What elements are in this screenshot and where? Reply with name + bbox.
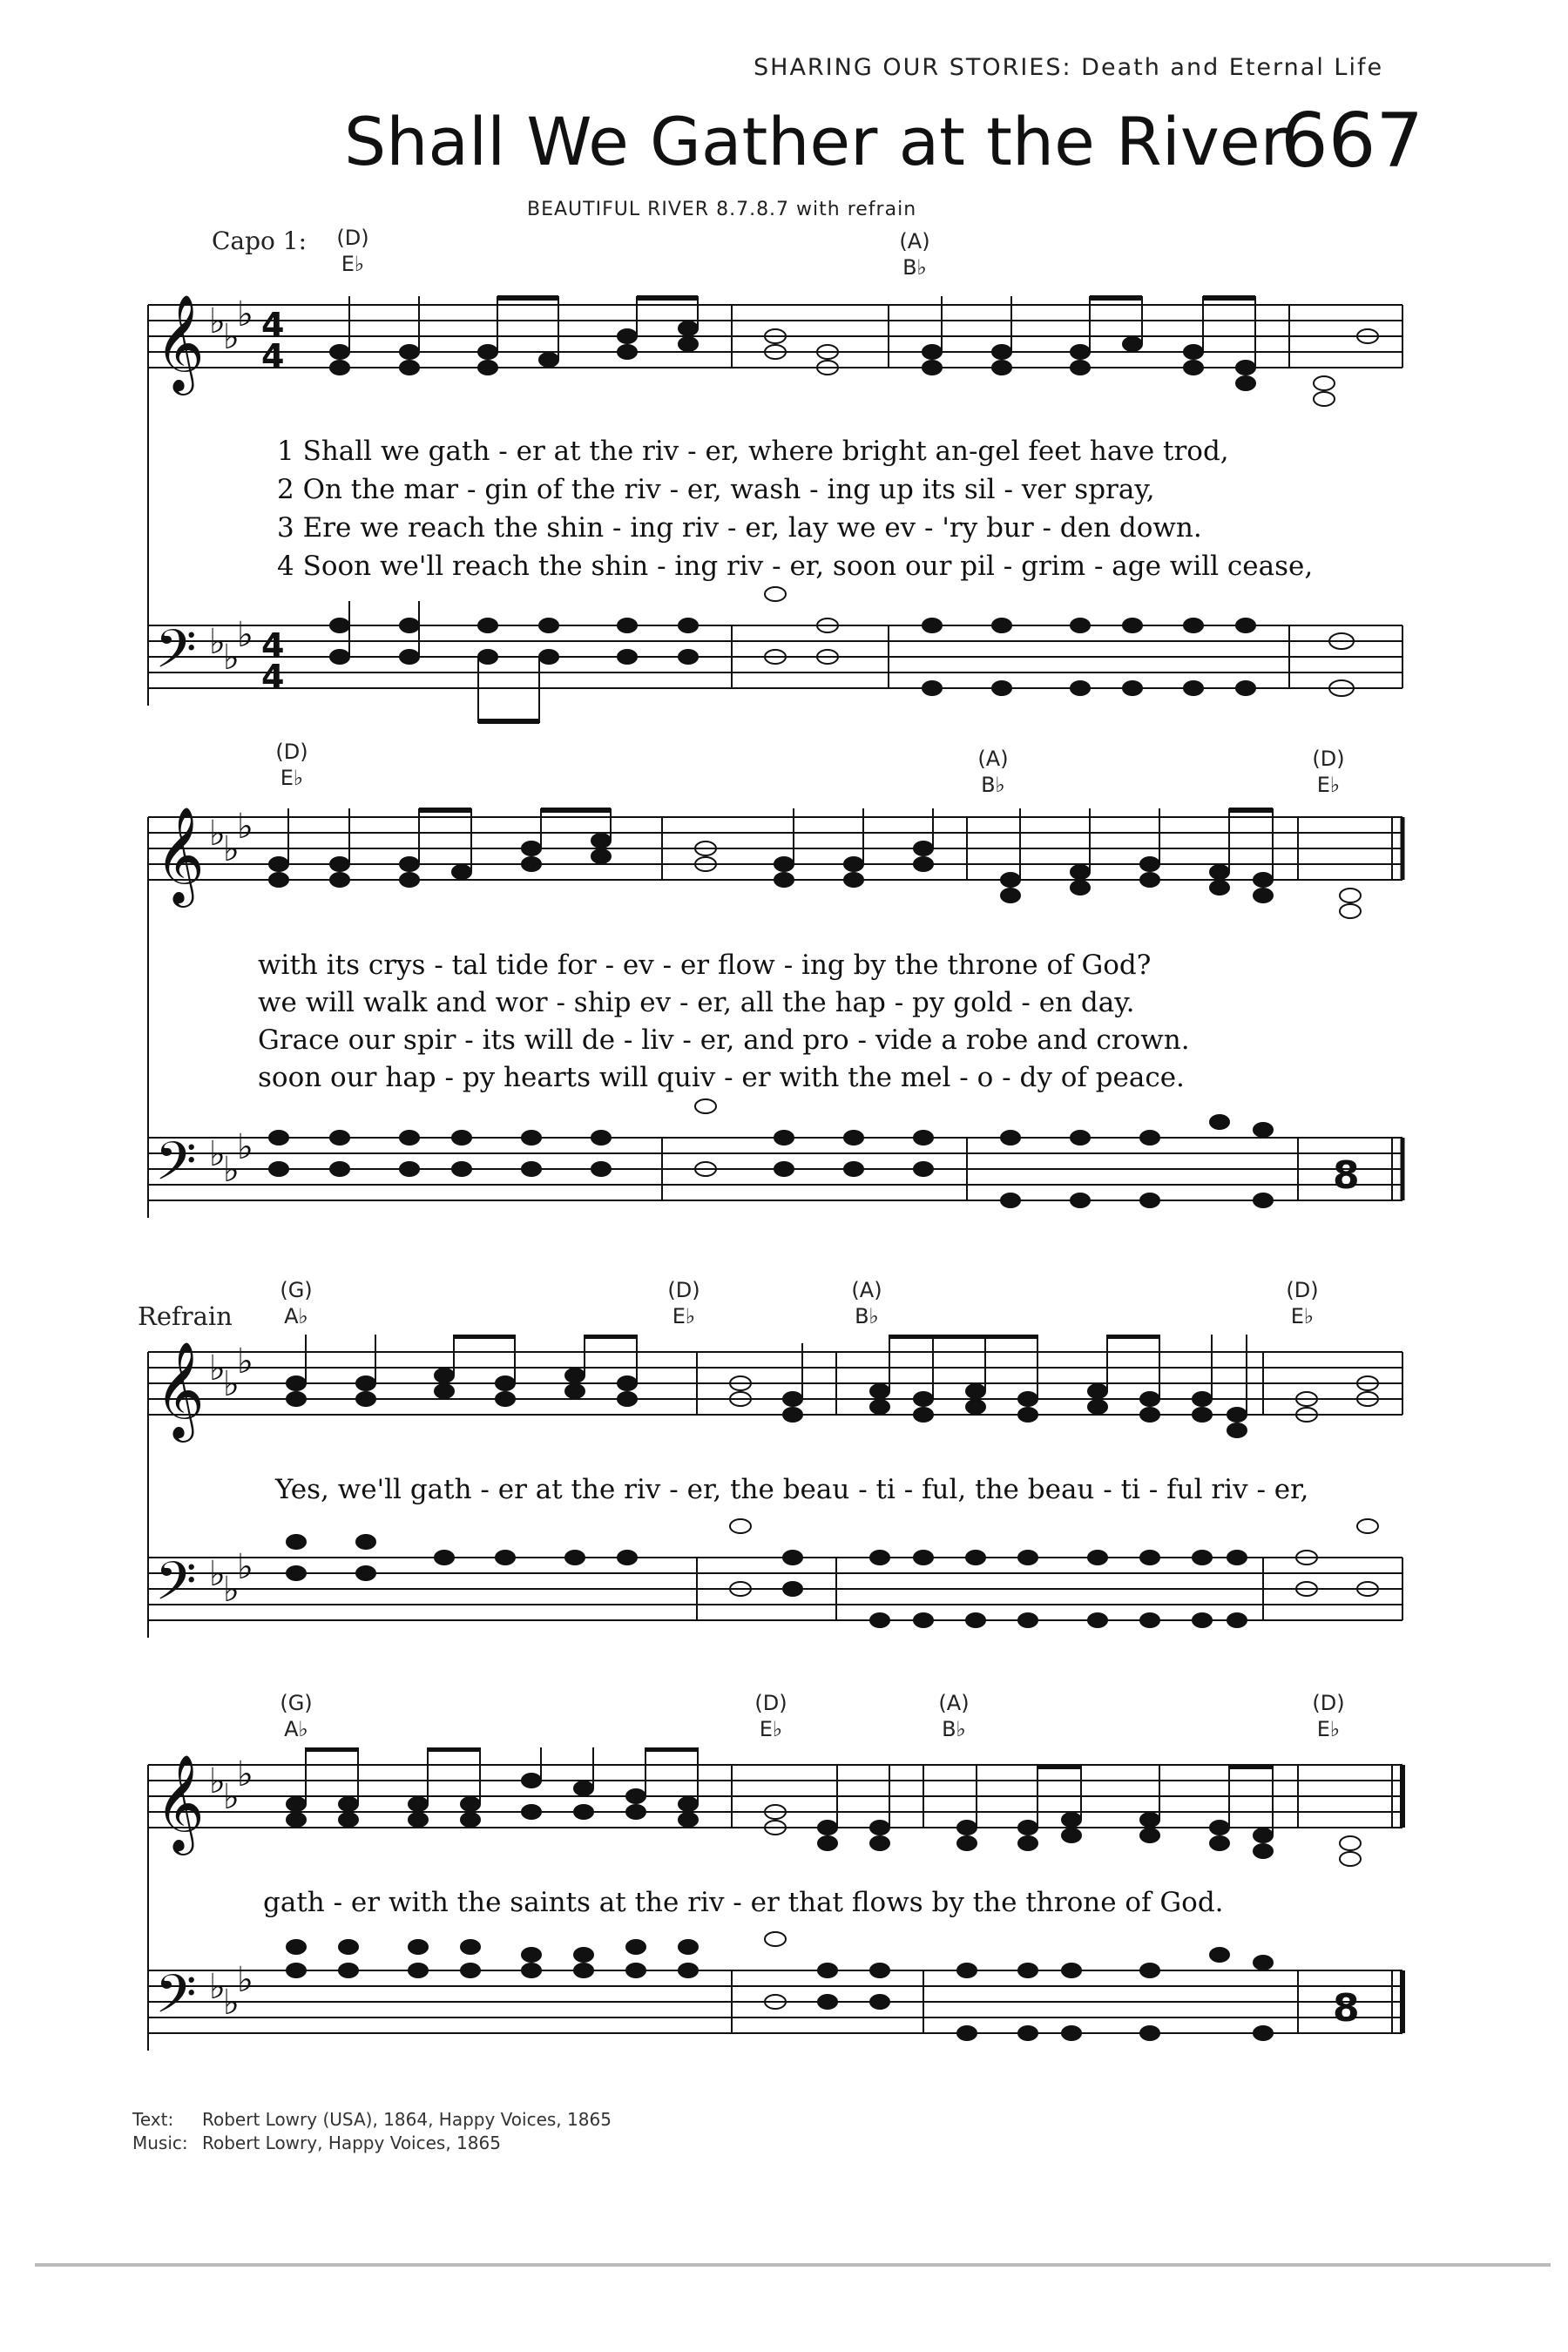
chord-symbol <box>740 1690 801 1742</box>
svg-text:♭: ♭ <box>237 1960 253 2000</box>
text-credit <box>132 2108 612 2132</box>
chord-symbol <box>1298 1690 1359 1742</box>
music-credit-value: Robert Lowry, Happy Voices, 1865 <box>202 2132 501 2153</box>
bass-clef-icon: 𝄢 <box>155 618 197 693</box>
svg-text:♭: ♭ <box>223 1983 240 2023</box>
concert-chord: A♭ <box>284 1717 308 1741</box>
grand-staff-refrain <box>139 1335 1411 1683</box>
page-bottom-rule <box>35 2263 1551 2267</box>
svg-text:♭: ♭ <box>237 807 253 847</box>
concert-chord: A♭ <box>284 1304 308 1328</box>
guitar-chord: (D) <box>667 1278 700 1302</box>
bass-clef-icon: 𝄢 <box>155 1963 197 2038</box>
svg-text:4: 4 <box>261 306 285 344</box>
music-credit-label: Music: <box>132 2132 188 2153</box>
verse-line-3: Grace our spir - its will de - liv - er, and pro - vide a robe and crown. <box>258 1024 1190 1056</box>
verse-line-1: 1 Shall we gath - er at the riv - er, where bright an-gel feet have trod, <box>277 436 1229 467</box>
verse-line-4: soon our hap - py hearts will quiv - er with the mel - o - dy of peace. <box>258 1062 1185 1093</box>
svg-text:8: 8 <box>1333 1986 1360 2031</box>
svg-text:♭: ♭ <box>223 1364 240 1404</box>
chord-symbol <box>963 746 1024 798</box>
chord-symbol <box>1298 746 1359 798</box>
refrain-line: Yes, we'll gath - er at the riv - er, the beau - ti - ful, the beau - ti - ful riv - er, <box>275 1474 1309 1505</box>
guitar-chord: (D) <box>1286 1278 1319 1302</box>
guitar-chord: (A) <box>851 1278 882 1302</box>
chord-symbol <box>884 228 945 280</box>
svg-text:♭: ♭ <box>237 1342 253 1382</box>
chord-symbol <box>923 1690 984 1742</box>
text-credit-label: Text: <box>132 2109 174 2130</box>
guitar-chord: (D) <box>336 226 369 250</box>
svg-text:♭: ♭ <box>237 1127 253 1167</box>
verse-line-2: we will walk and wor - ship ev - er, all the hap - py gold - en day. <box>258 987 1135 1018</box>
chord-symbol <box>836 1277 897 1329</box>
svg-text:♭: ♭ <box>223 1777 240 1817</box>
svg-text:4: 4 <box>261 658 285 696</box>
lyrics-block <box>258 950 1190 1099</box>
svg-text:♭: ♭ <box>223 317 240 357</box>
credits <box>132 2108 612 2155</box>
concert-chord: E♭ <box>1316 773 1341 797</box>
guitar-chord: (D) <box>754 1691 787 1715</box>
concert-chord: B♭ <box>981 773 1005 797</box>
svg-text:♭: ♭ <box>237 615 253 655</box>
svg-text:4: 4 <box>261 337 285 375</box>
refrain-line: gath - er with the saints at the riv - er that flows by the throne of God. <box>263 1887 1224 1918</box>
concert-chord: E♭ <box>341 252 365 276</box>
chord-symbol <box>322 225 383 277</box>
chord-symbol <box>1272 1277 1333 1329</box>
grand-staff-system-4 <box>139 1747 1411 2096</box>
treble-clef-icon: 𝄞 <box>155 806 205 903</box>
guitar-chord: (D) <box>1312 1691 1345 1715</box>
lyrics-block <box>263 1887 1224 1918</box>
chord-symbol <box>261 739 322 791</box>
svg-text:♭: ♭ <box>223 1150 240 1190</box>
treble-clef-icon: 𝄞 <box>155 1754 205 1851</box>
guitar-chord: (G) <box>280 1278 313 1302</box>
svg-text:♭: ♭ <box>237 1547 253 1587</box>
guitar-chord: (A) <box>899 229 930 253</box>
svg-text:♭: ♭ <box>223 1570 240 1610</box>
chord-symbol <box>653 1277 714 1329</box>
svg-text:♭: ♭ <box>209 301 226 341</box>
svg-text:♭: ♭ <box>209 1967 226 2007</box>
svg-text:♭: ♭ <box>209 814 226 854</box>
chord-symbol <box>266 1690 327 1742</box>
lyrics-block <box>275 1474 1308 1505</box>
chord-symbol <box>266 1277 327 1329</box>
concert-chord: B♭ <box>855 1304 879 1328</box>
verse-line-4: 4 Soon we'll reach the shin - ing riv - er, soon our pil - grim - age will cease, <box>277 551 1314 582</box>
capo-label: Capo 1: <box>212 226 308 255</box>
svg-text:♭: ♭ <box>237 1754 253 1794</box>
guitar-chord: (A) <box>938 1691 970 1715</box>
concert-chord: E♭ <box>759 1717 783 1741</box>
svg-text:♭: ♭ <box>223 829 240 869</box>
guitar-chord: (G) <box>280 1691 313 1715</box>
concert-chord: E♭ <box>1316 1717 1341 1741</box>
verse-line-3: 3 Ere we reach the shin - ing riv - er, lay we ev - 'ry bur - den down. <box>277 512 1202 544</box>
tune-name: BEAUTIFUL RIVER 8.7.8.7 with refrain <box>527 199 917 220</box>
music-credit <box>132 2132 612 2155</box>
concert-chord: B♭ <box>902 255 927 280</box>
svg-text:♭: ♭ <box>209 622 226 662</box>
treble-clef-icon: 𝄞 <box>155 1341 205 1438</box>
svg-text:♭: ♭ <box>209 1554 226 1594</box>
bass-clef-icon: 𝄢 <box>155 1551 197 1625</box>
hymn-number: 667 <box>1281 98 1424 185</box>
concert-chord: E♭ <box>672 1304 696 1328</box>
guitar-chord: (D) <box>275 740 308 764</box>
svg-text:♭: ♭ <box>223 638 240 678</box>
concert-chord: E♭ <box>280 766 304 790</box>
svg-text:8: 8 <box>1333 1153 1360 1198</box>
lyrics-block <box>277 436 1313 589</box>
concert-chord: B♭ <box>942 1717 966 1741</box>
verse-line-1: with its crys - tal tide for - ev - er flow - ing by the throne of God? <box>258 950 1152 981</box>
refrain-label: Refrain <box>138 1301 233 1331</box>
svg-text:♭: ♭ <box>209 1348 226 1389</box>
treble-clef-icon: 𝄞 <box>155 294 205 391</box>
section-heading: SHARING OUR STORIES: Death and Eternal Life <box>754 54 1384 81</box>
guitar-chord: (A) <box>977 747 1009 771</box>
guitar-chord: (D) <box>1312 747 1345 771</box>
svg-text:♭: ♭ <box>209 1134 226 1174</box>
concert-chord: E♭ <box>1290 1304 1315 1328</box>
svg-text:♭: ♭ <box>237 294 253 335</box>
hymn-title: Shall We Gather at the River <box>344 103 1288 180</box>
verse-line-2: 2 On the mar - gin of the riv - er, wash - ing up its sil - ver spray, <box>277 474 1155 505</box>
text-credit-value: Robert Lowry (USA), 1864, Happy Voices, 1865 <box>202 2109 612 2130</box>
svg-text:4: 4 <box>261 626 285 665</box>
bass-clef-icon: 𝄢 <box>155 1131 197 1206</box>
svg-text:♭: ♭ <box>209 1761 226 1801</box>
